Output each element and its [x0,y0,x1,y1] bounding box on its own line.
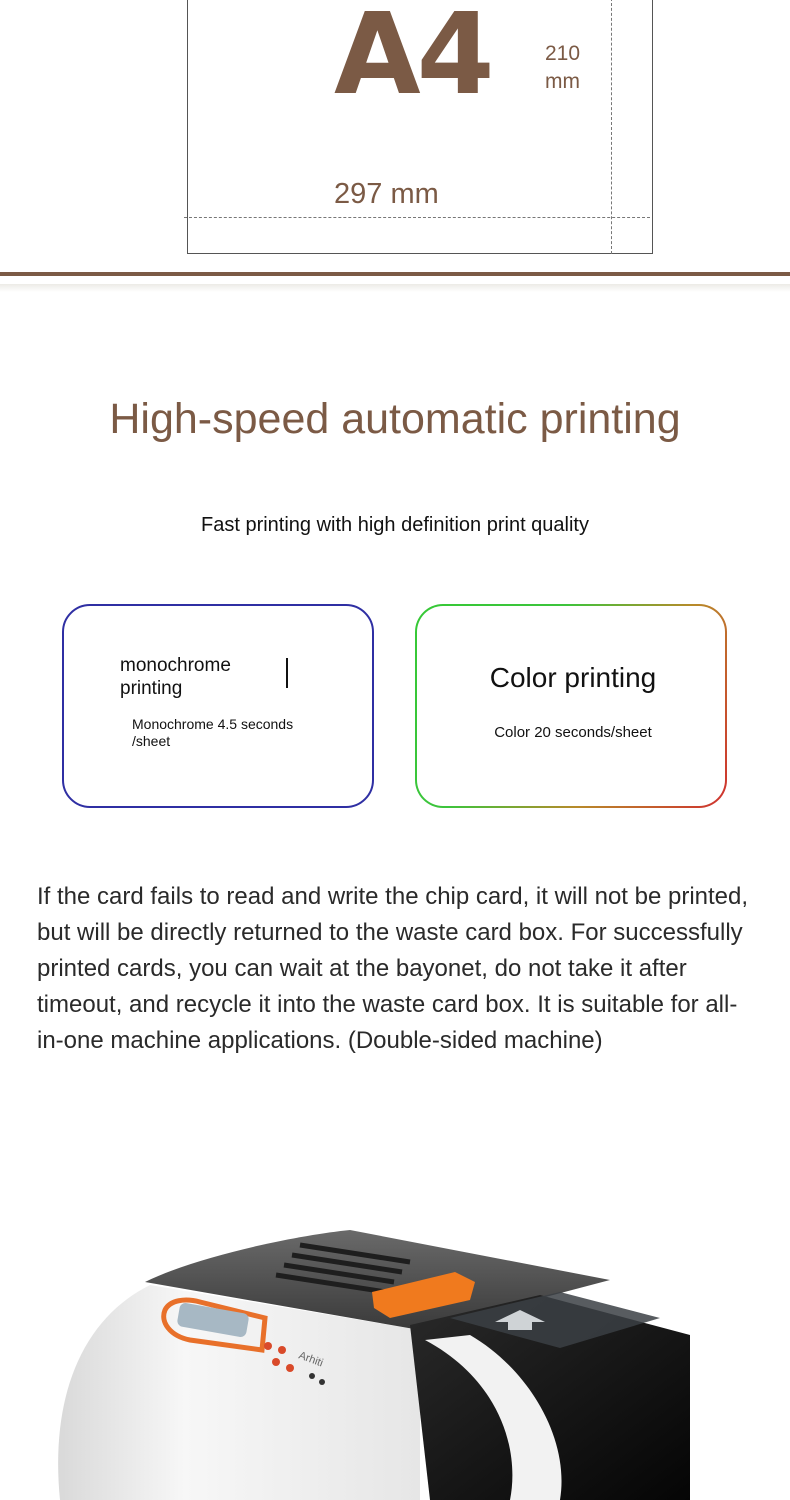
monochrome-card-title [120,654,231,700]
paper-width-label [545,40,580,96]
paper-width-unit: mm [545,70,580,93]
section-divider [0,272,790,276]
paper-width-number: 210 [545,42,581,65]
paper-fold-line-vertical [611,0,612,254]
monochrome-desc-line1: Monochrome 4.5 seconds [132,716,294,732]
monochrome-title-line2: printing [120,678,183,699]
paper-fold-line-horizontal [184,217,650,218]
color-card-title: Color printing [489,662,657,693]
monochrome-card-description [132,716,332,750]
monochrome-desc-line2: /sheet [132,733,171,749]
section-subheading: Fast printing with high definition print quality [201,514,589,536]
card-printer-illustration [0,1200,790,1500]
a4-paper-diagram [187,0,653,254]
printer-brand-text: Arhiti [296,1349,325,1370]
color-card-description: Color 20 seconds/sheet [494,724,652,741]
paper-size-label: A4 [334,0,491,120]
paper-length-label: 297 mm [334,178,439,210]
section-heading: High-speed automatic printing [109,395,681,443]
color-card [415,604,727,808]
text-cursor-bar [286,658,288,688]
section-divider-shadow [0,284,790,292]
feature-paragraph: If the card fails to read and write the chip card, it will not be printed, but will be directly returned to the waste card box. For successfully printed cards, you can wait at the bayonet, do not take it after timeout, and recycle it into the waste card box. It is suitable for all-in-one machine applications. (Double-sided machine) [37,883,749,1054]
monochrome-title-line1: monochrome [120,655,231,676]
monochrome-card [62,604,374,808]
